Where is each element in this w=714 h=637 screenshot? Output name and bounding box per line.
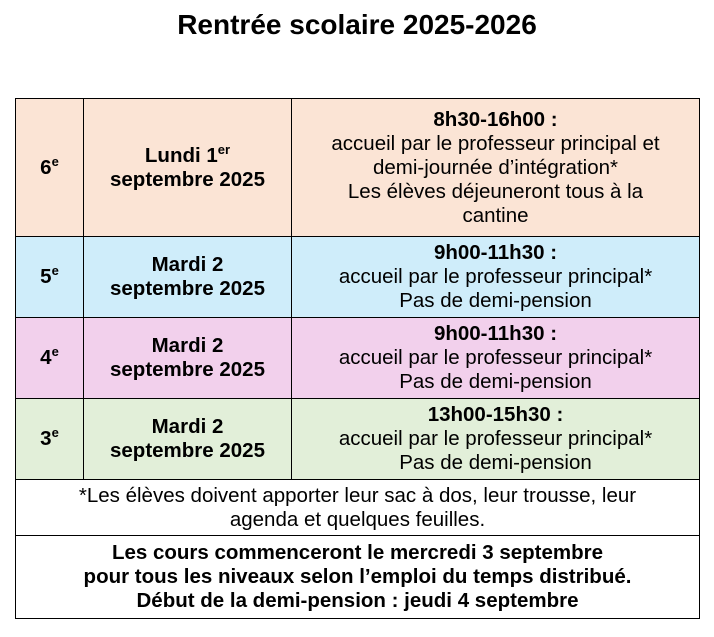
level-cell (16, 99, 84, 237)
date-cell (84, 99, 292, 237)
level-suffix: e (51, 153, 59, 169)
date-cell (84, 399, 292, 480)
level-cell (16, 318, 84, 399)
table-row-note (16, 480, 700, 536)
description-line: cantine (462, 203, 529, 227)
table-row-info (16, 536, 700, 619)
date-line-2: septembre 2025 (110, 167, 265, 191)
description-line: Pas de demi-pension (399, 289, 592, 312)
level-number: 4 (40, 346, 52, 369)
date-cell (84, 237, 292, 318)
level-cell (16, 399, 84, 480)
level-suffix: e (51, 344, 59, 360)
level-number: 5 (40, 265, 52, 288)
info-line: Début de la demi-pension : jeudi 4 septembre (136, 589, 579, 612)
time-range: 9h00-11h30 : (433, 241, 558, 264)
description-line: accueil par le professeur principal* (338, 265, 653, 288)
date-line-2: septembre 2025 (110, 358, 265, 381)
level-number: 6 (40, 155, 52, 179)
level-number: 3 (40, 427, 52, 450)
date-suffix: er (217, 141, 231, 157)
time-range: 9h00-11h30 : (433, 322, 558, 345)
description-line: Pas de demi-pension (399, 451, 592, 474)
description-line: accueil par le professeur principal* (338, 427, 653, 450)
description-line: Pas de demi-pension (399, 370, 592, 393)
date-line-1: Mardi 2 (151, 415, 224, 438)
table-row-6e (16, 99, 700, 237)
date-line-1: Mardi 2 (151, 334, 224, 357)
time-range: 8h30-16h00 : (433, 107, 558, 131)
level-suffix: e (51, 425, 59, 441)
description-cell (292, 237, 700, 318)
description-line: demi-journée d’intégration* (372, 155, 618, 179)
description-line: accueil par le professeur principal* (338, 346, 653, 369)
date-day: Lundi 1 (144, 143, 218, 167)
level-cell (16, 237, 84, 318)
table-row-5e (16, 237, 700, 318)
date-line-2: septembre 2025 (110, 439, 265, 462)
note-line: *Les élèves doivent apporter leur sac à dos, leur trousse, leur (78, 483, 637, 507)
description-line: Les élèves déjeuneront tous à la (347, 179, 644, 203)
schedule-table (15, 98, 700, 619)
info-line: Les cours commenceront le mercredi 3 septembre (111, 541, 604, 564)
description-cell (292, 99, 700, 237)
info-line: pour tous les niveaux selon l’emploi du temps distribué. (83, 565, 632, 588)
date-cell (84, 318, 292, 399)
description-cell (292, 318, 700, 399)
page-title: Rentrée scolaire 2025-2026 (177, 9, 537, 40)
date-line-1 (88, 141, 287, 168)
table-row-4e (16, 318, 700, 399)
date-line-2: septembre 2025 (110, 277, 265, 300)
classes-start-info (16, 536, 700, 619)
note-line: agenda et quelques feuilles. (229, 507, 486, 531)
date-line-1: Mardi 2 (151, 253, 224, 276)
level-suffix: e (51, 263, 59, 279)
description-line: accueil par le professeur principal et (331, 131, 660, 155)
supplies-note (16, 480, 700, 536)
table-row-3e (16, 399, 700, 480)
time-range: 13h00-15h30 : (427, 403, 564, 426)
description-cell (292, 399, 700, 480)
